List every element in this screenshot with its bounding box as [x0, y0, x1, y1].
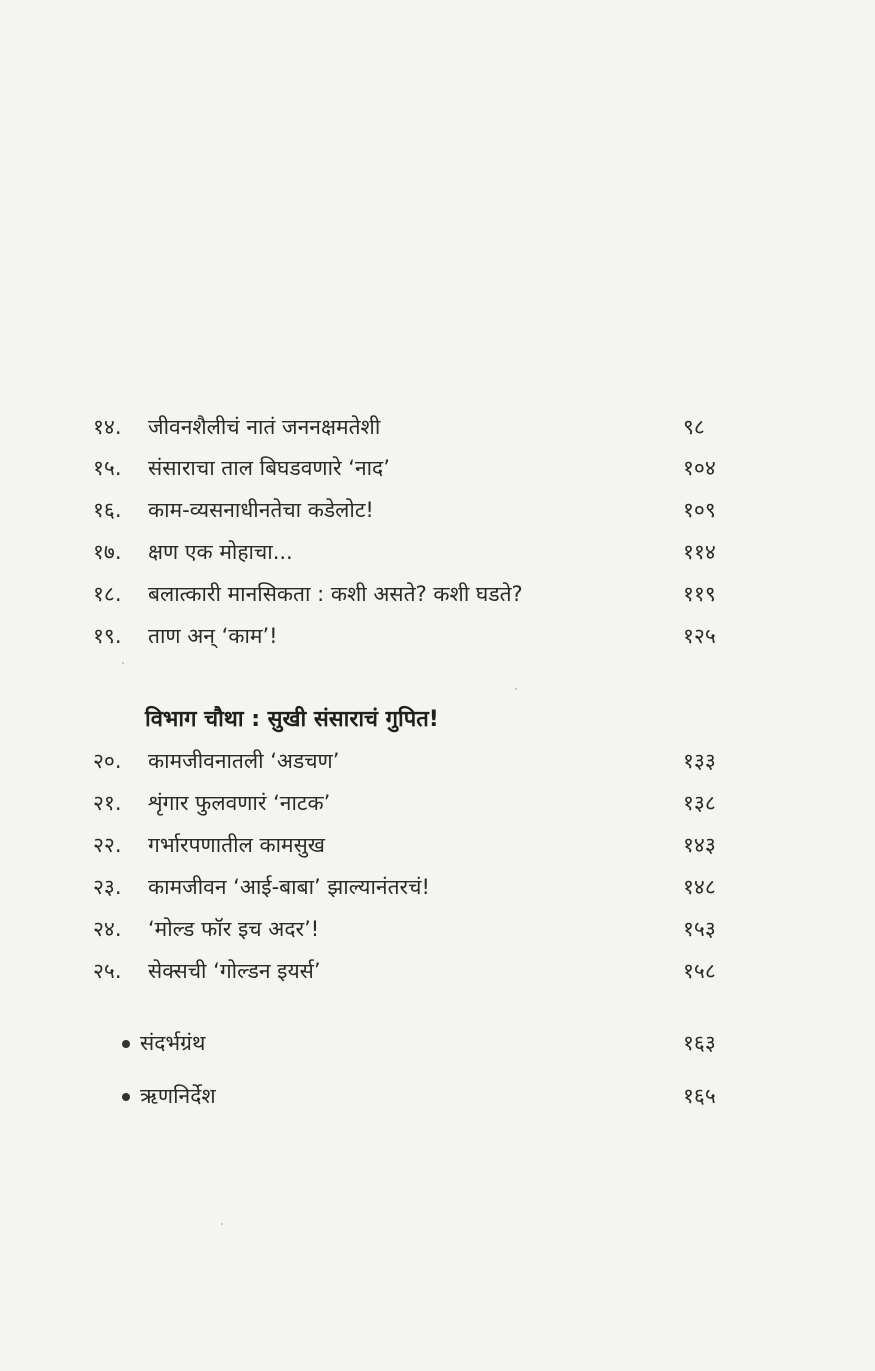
section-heading: विभाग चौथा : सुखी संसाराचं गुपित!	[145, 707, 439, 732]
entry-number: १५.	[93, 456, 122, 480]
toc-entry	[0, 574, 875, 614]
entry-number: २३.	[93, 875, 122, 899]
entry-number: १६.	[93, 498, 122, 522]
entry-title: बलात्कारी मानसिकता : कशी असते? कशी घडते?	[148, 582, 523, 606]
entry-number: १७.	[93, 540, 122, 564]
bullet-icon	[122, 1093, 130, 1101]
entry-number: १८.	[93, 582, 122, 606]
entry-page-number: १०४	[683, 456, 716, 480]
entry-number: २२.	[93, 833, 122, 857]
entry-title: गर्भारपणातील कामसुख	[148, 833, 325, 857]
entry-number: २५.	[93, 959, 122, 983]
entry-page-number: १५८	[683, 959, 716, 983]
entry-title: क्षण एक मोहाचा...	[148, 540, 293, 564]
entry-page-number: ११९	[683, 582, 716, 606]
toc-entry	[0, 867, 875, 907]
bullet-icon	[122, 1040, 130, 1048]
toc-entry	[0, 616, 875, 656]
entry-number: १४.	[93, 415, 122, 439]
entry-number: १९.	[93, 624, 122, 648]
entry-title: शृंगार फुलवणारं ‘नाटक’	[148, 791, 331, 815]
entry-page-number: १२५	[683, 624, 716, 648]
entry-title: जीवनशैलीचं नातं जननक्षमतेशी	[148, 415, 381, 439]
entry-number: २१.	[93, 791, 122, 815]
entry-title: सेक्सची ‘गोल्डन इयर्स’	[148, 959, 321, 983]
entry-page-number: ९८	[683, 415, 705, 439]
entry-page-number: १६३	[683, 1031, 716, 1055]
toc-entry	[0, 951, 875, 991]
toc-entry	[0, 741, 875, 781]
entry-number: २०.	[93, 749, 122, 773]
entry-page-number: ११४	[683, 540, 716, 564]
entry-title: ऋणनिर्देश	[140, 1084, 216, 1108]
entry-title: ताण अन् ‘काम’!	[148, 624, 278, 648]
toc-entry	[0, 909, 875, 949]
entry-page-number: १३३	[683, 749, 716, 773]
entry-page-number: १०९	[683, 498, 716, 522]
toc-entry	[0, 407, 875, 447]
entry-page-number: १४३	[683, 833, 716, 857]
entry-title: संदर्भग्रंथ	[140, 1031, 206, 1055]
paper-speck	[221, 1223, 223, 1225]
toc-appendix-entry	[0, 1076, 875, 1116]
toc-appendix-entry	[0, 1023, 875, 1063]
paper-speck	[515, 688, 517, 690]
toc-entry	[0, 448, 875, 488]
entry-number: २४.	[93, 917, 122, 941]
toc-entry	[0, 490, 875, 530]
entry-page-number: १५३	[683, 917, 716, 941]
toc-entry	[0, 532, 875, 572]
entry-title: काम-व्यसनाधीनतेचा कडेलोट!	[148, 498, 374, 522]
toc-entry	[0, 825, 875, 865]
entry-page-number: १४८	[683, 875, 716, 899]
entry-title: कामजीवनातली ‘अडचण’	[148, 749, 340, 773]
entry-title: संसाराचा ताल बिघडवणारे ‘नाद’	[148, 456, 390, 480]
entry-title: ‘मोल्ड फॉर इच अदर’!	[148, 917, 320, 941]
paper-speck	[122, 662, 124, 664]
entry-page-number: १३८	[683, 791, 716, 815]
entry-page-number: १६५	[683, 1084, 716, 1108]
entry-title: कामजीवन ‘आई-बाबा’ झाल्यानंतरचं!	[148, 875, 430, 899]
toc-entry	[0, 783, 875, 823]
